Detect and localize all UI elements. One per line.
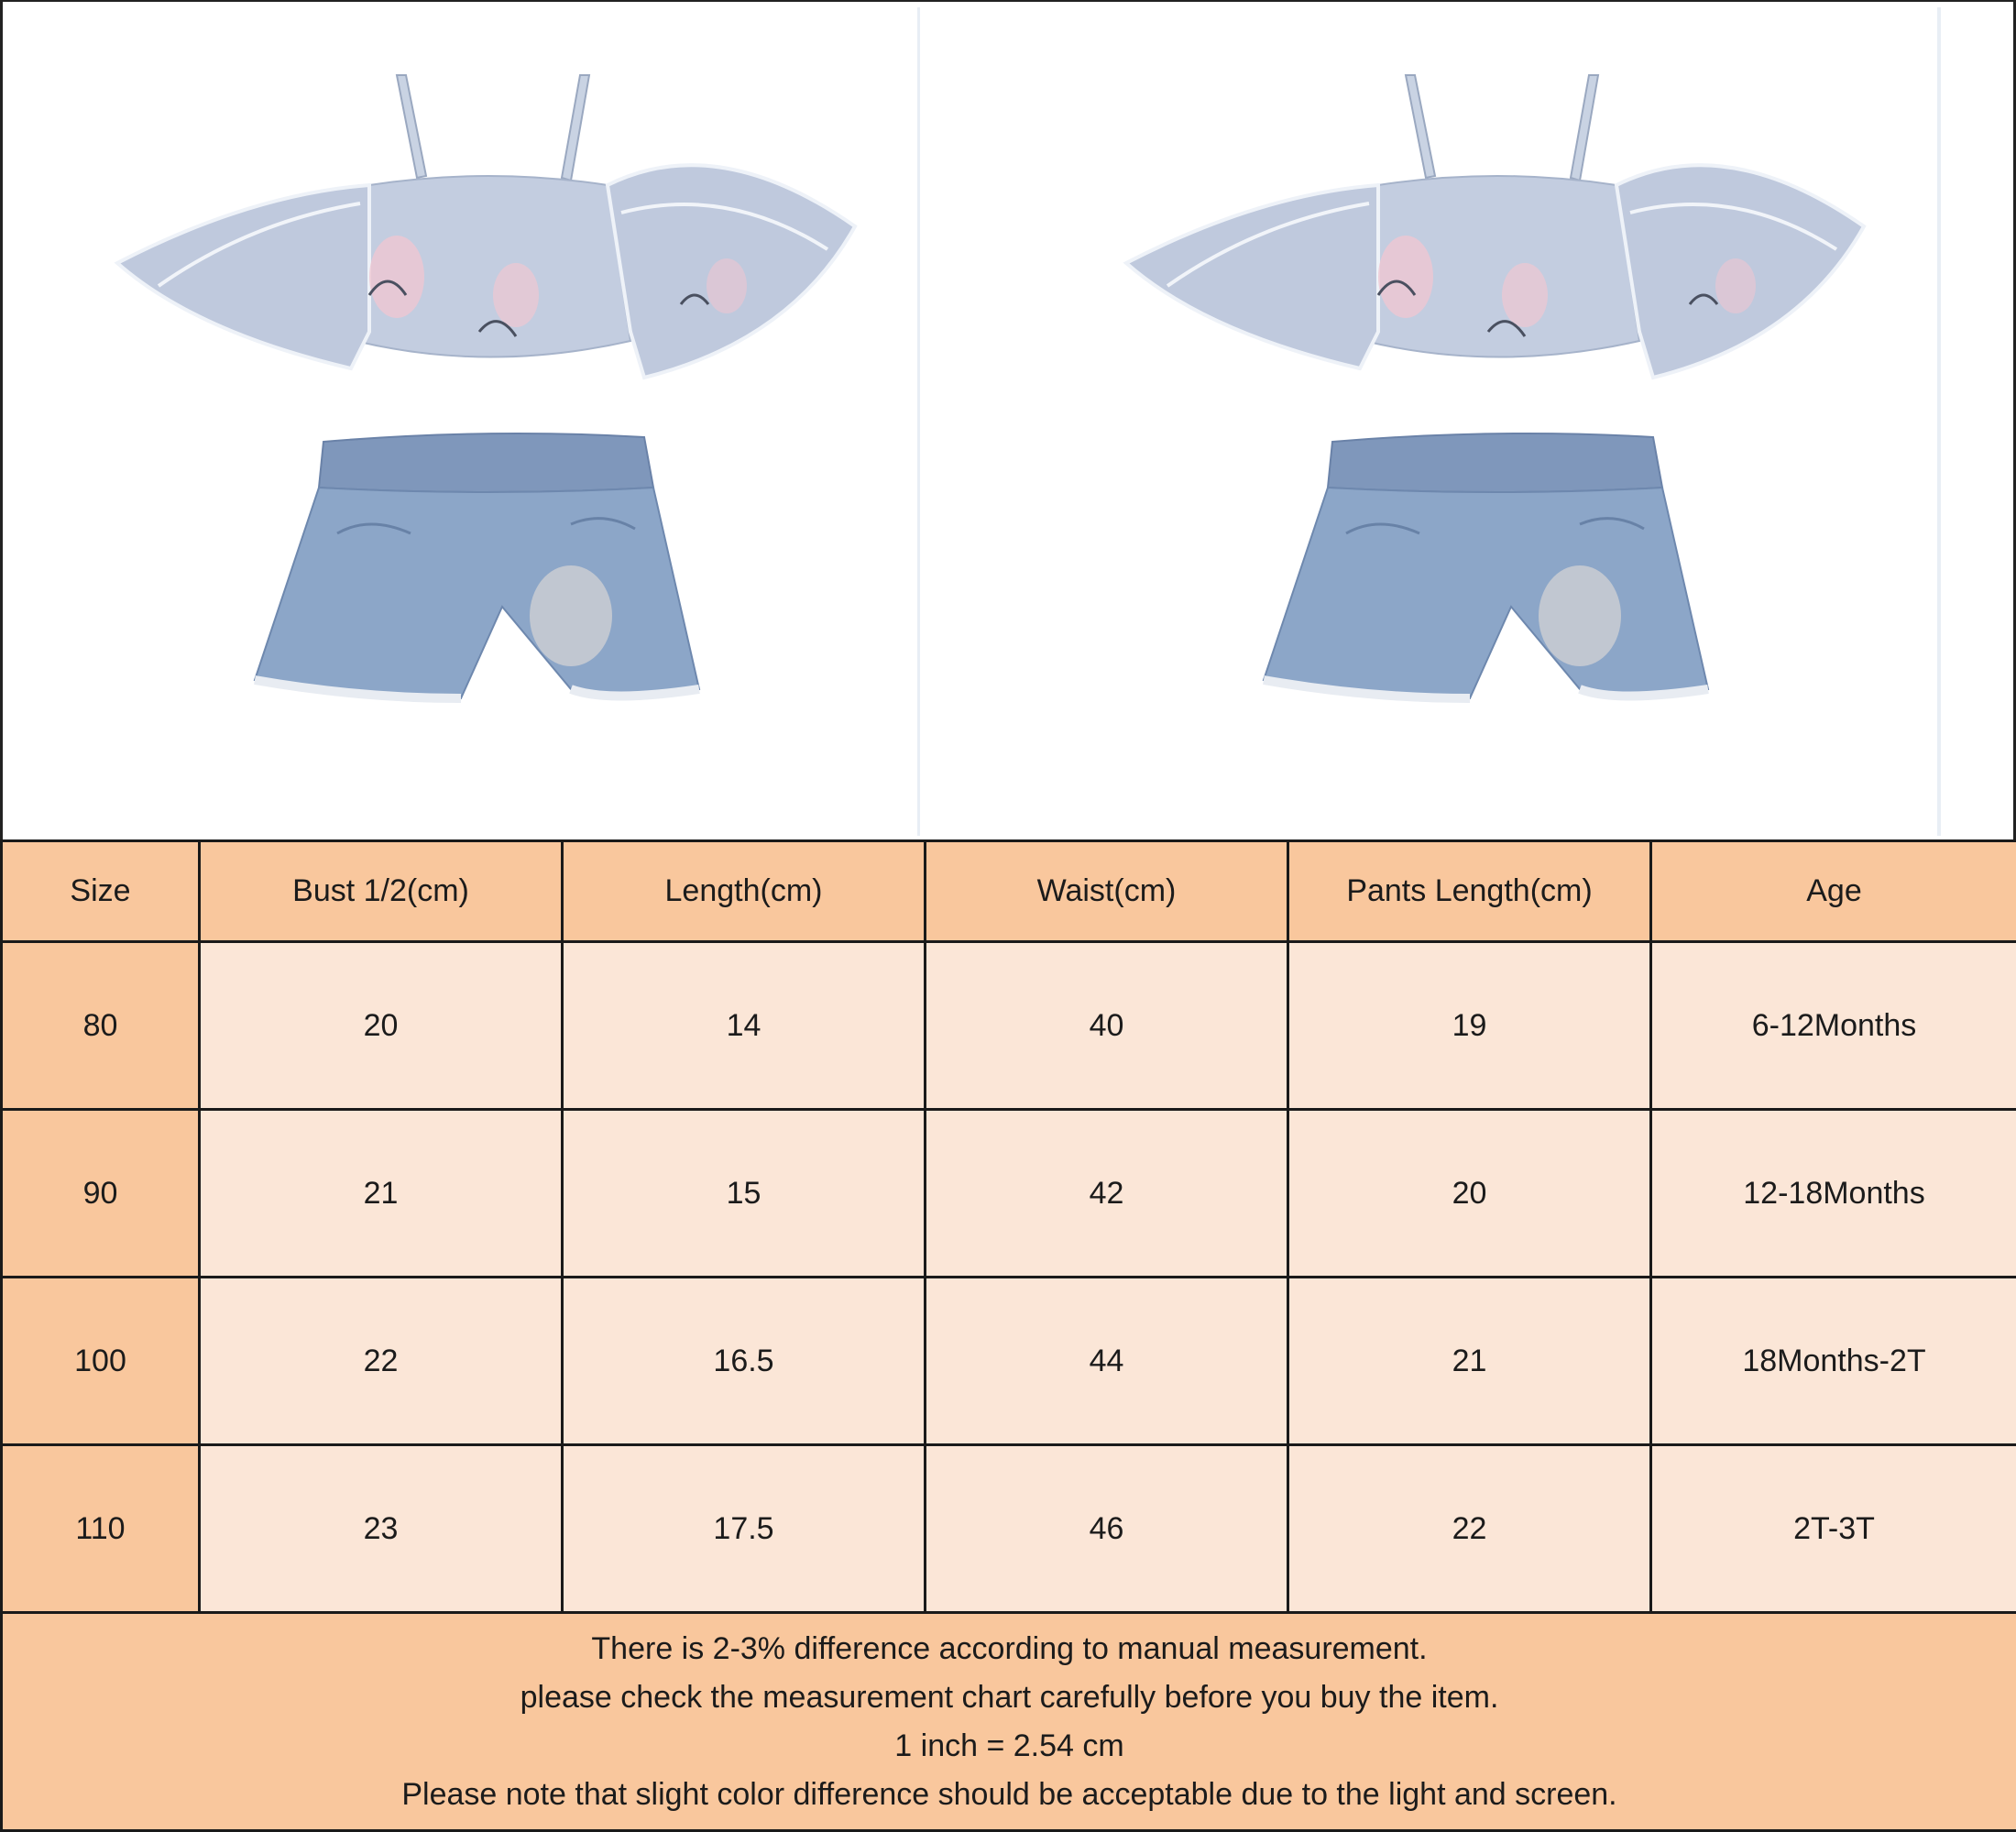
size-chart-table [0,839,2016,1832]
table-row [2,1278,2016,1445]
table-row [2,1445,2016,1613]
waist-cell: 44 [926,1278,1288,1445]
off-shoulder-top-icon [117,75,855,378]
waist-cell: 40 [926,942,1288,1110]
note-line-check-chart: please check the measurement chart carefully before you buy the item. [3,1673,2016,1722]
panel-divider [1937,7,1941,836]
outfit-photo-left [0,0,920,839]
denim-shorts-icon [1264,433,1708,698]
bust-cell: 23 [200,1445,563,1613]
note-line-inch-conversion: 1 inch = 2.54 cm [3,1722,2016,1771]
size-cell: 110 [2,1445,200,1613]
column-header-waist: Waist(cm) [926,841,1288,942]
note-line-color-difference: Please note that slight color difference should be acceptable due to the light and screen. [3,1771,2016,1819]
age-cell: 2T-3T [1651,1445,2016,1613]
length-cell: 15 [563,1110,926,1278]
bust-cell: 22 [200,1278,563,1445]
table-row [2,942,2016,1110]
pants-length-cell: 21 [1288,1278,1651,1445]
pants-length-cell: 19 [1288,942,1651,1110]
outfit-illustration-right [1103,57,1891,790]
waist-cell: 42 [926,1110,1288,1278]
size-cell: 100 [2,1278,200,1445]
column-header-age: Age [1651,841,2016,942]
table-row [2,1110,2016,1278]
column-header-bust: Bust 1/2(cm) [200,841,563,942]
age-cell: 12-18Months [1651,1110,2016,1278]
size-cell: 90 [2,1110,200,1278]
length-cell: 17.5 [563,1445,926,1613]
table-header-row [2,841,2016,942]
bust-cell: 20 [200,942,563,1110]
bust-cell: 21 [200,1110,563,1278]
column-header-size: Size [2,841,200,942]
length-cell: 14 [563,942,926,1110]
outfit-photo-right [920,0,2016,839]
pants-length-cell: 20 [1288,1110,1651,1278]
note-line-difference: There is 2-3% difference according to manual measurement. [3,1625,2016,1673]
pants-length-cell: 22 [1288,1445,1651,1613]
age-cell: 6-12Months [1651,942,2016,1110]
column-header-length: Length(cm) [563,841,926,942]
waist-cell: 46 [926,1445,1288,1613]
column-header-pants-length: Pants Length(cm) [1288,841,1651,942]
size-cell: 80 [2,942,200,1110]
age-cell: 18Months-2T [1651,1278,2016,1445]
length-cell: 16.5 [563,1278,926,1445]
measurement-notes [2,1613,2016,1831]
notes-row [2,1613,2016,1831]
outfit-illustration-left [94,57,882,790]
off-shoulder-top-icon [1126,75,1864,378]
denim-shorts-icon [255,433,699,698]
